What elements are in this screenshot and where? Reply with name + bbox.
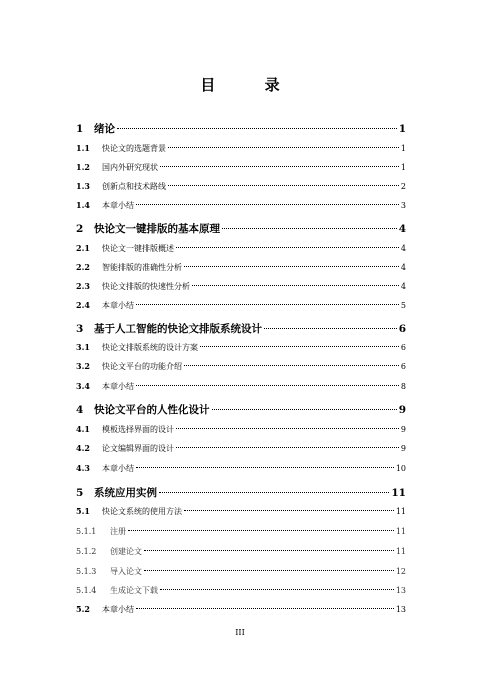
toc-entry: [76, 526, 406, 537]
toc-entry-title: 快论文平台的功能介绍: [102, 362, 182, 371]
toc-entry-title: 快论文排版的快速性分析: [102, 282, 190, 291]
toc-entry: [76, 443, 406, 454]
toc-entry-number: 2.4: [76, 300, 90, 310]
toc-entry-title: 本章小结: [102, 464, 134, 473]
toc-entry-number: 4.3: [76, 463, 90, 473]
toc-entry-title: 快论文排版系统的设计方案: [102, 343, 198, 352]
toc-entry-page: 5: [400, 301, 406, 310]
toc-entry-number: 1.4: [76, 200, 90, 210]
toc-entry: [76, 361, 406, 372]
toc-entry-title: 模板选择界面的设计: [102, 425, 174, 434]
toc-entry: [76, 381, 406, 392]
dot-leader: [117, 128, 397, 129]
toc-entry-number: 5.1: [76, 506, 90, 516]
dot-leader: [176, 447, 399, 448]
toc-entry-title: 快论文一键排版概述: [102, 244, 174, 253]
toc-entry: [76, 424, 406, 435]
dot-leader: [184, 365, 399, 366]
toc-entry-title: 创建论文: [110, 547, 142, 556]
toc-entry-title: 导入论文: [110, 567, 142, 576]
dot-leader: [159, 492, 389, 493]
dot-leader: [212, 409, 397, 410]
toc-entry-number: 2.3: [76, 281, 90, 291]
toc-entry: [76, 321, 406, 336]
dot-leader: [184, 266, 399, 267]
dot-leader: [168, 147, 399, 148]
dot-leader: [184, 510, 394, 511]
toc-entry: [76, 121, 406, 136]
toc-entry-title: 快论文平台的人性化设计: [94, 404, 210, 416]
toc-entry-number: 3.2: [76, 361, 90, 371]
toc-entry-title: 快论文一键排版的基本原理: [94, 223, 220, 235]
toc-entry-number: 5.1.4: [76, 586, 97, 595]
dot-leader: [136, 304, 399, 305]
toc-entry-page: 8: [400, 382, 406, 391]
dot-leader: [144, 550, 394, 551]
toc-entry-title: 智能排版的准确性分析: [102, 263, 182, 272]
toc-entry: [76, 221, 406, 236]
toc-entry-page: 10: [395, 464, 406, 473]
toc-entry: [76, 300, 406, 311]
toc-entry-number: 4.1: [76, 424, 90, 434]
toc-entry-page: 1: [398, 123, 406, 135]
toc-entry-number: 5.1.2: [76, 547, 97, 556]
toc-entry-page: 2: [400, 182, 406, 191]
toc-entry: [76, 546, 406, 557]
toc-entry-number: 5: [76, 487, 84, 499]
toc-entry: [76, 243, 406, 254]
toc-entry-number: 3: [76, 323, 84, 335]
toc-entry: [76, 342, 406, 353]
toc-entry-number: 3.1: [76, 342, 90, 352]
toc-entry-title: 本章小结: [102, 201, 134, 210]
dot-leader: [176, 247, 399, 248]
toc-entry-title: 论文编辑界面的设计: [102, 444, 174, 453]
toc-entry-number: 5.2: [76, 604, 90, 614]
page-title: 目 录: [200, 76, 302, 94]
toc-entry: [76, 200, 406, 211]
toc-entry-page: 6: [400, 343, 406, 352]
dot-leader: [192, 285, 399, 286]
toc-entry-title: 系统应用实例: [94, 487, 157, 499]
toc-entry-page: 11: [395, 507, 406, 516]
toc-entry-title: 绪论: [94, 123, 115, 135]
toc-entry-number: 2.1: [76, 243, 90, 253]
toc-entry-title: 快论文的选题背景: [102, 144, 166, 153]
toc-entry: [76, 463, 406, 474]
toc-entry: [76, 604, 406, 615]
toc-entry-number: 5.1.1: [76, 527, 97, 536]
toc-entry: [76, 402, 406, 417]
dot-leader: [136, 385, 399, 386]
toc-entry-number: 4.2: [76, 443, 90, 453]
toc-entry-page: 1: [400, 144, 406, 153]
toc-entry: [76, 281, 406, 292]
dot-leader: [264, 328, 397, 329]
toc-entry-number: 1.3: [76, 181, 90, 191]
toc-entry-number: 4: [76, 404, 84, 416]
toc-entry-title: 本章小结: [102, 382, 134, 391]
toc-entry-title: 基于人工智能的快论文排版系统设计: [94, 323, 262, 335]
toc-entry-number: 3.4: [76, 381, 90, 391]
dot-leader: [136, 467, 394, 468]
toc-entry: [76, 181, 406, 192]
toc-entry-title: 生成论文下载: [110, 586, 158, 595]
toc-entry-title: 创新点和技术路线: [102, 182, 166, 191]
toc-entry: [76, 485, 406, 500]
toc-entry-page: 9: [398, 404, 406, 416]
dot-leader: [160, 589, 394, 590]
toc-entry-title: 国内外研究现状: [102, 163, 158, 172]
toc-entry-number: 5.1.3: [76, 567, 97, 576]
toc-entry-page: 1: [400, 163, 406, 172]
toc-entry-page: 3: [400, 201, 406, 210]
toc-entry: [76, 566, 406, 577]
toc-entry-number: 1.2: [76, 162, 90, 172]
toc-entry-title: 快论文系统的使用方法: [102, 507, 182, 516]
dot-leader: [200, 346, 399, 347]
dot-leader: [176, 428, 399, 429]
dot-leader: [222, 228, 397, 229]
toc-entry: [76, 162, 406, 173]
toc-entry-page: 4: [400, 282, 406, 291]
toc-entry-number: 2.2: [76, 262, 90, 272]
toc-entry-page: 6: [398, 323, 406, 335]
toc-entry-page: 4: [400, 244, 406, 253]
toc-entry-title: 本章小结: [102, 605, 134, 614]
toc-entry-number: 2: [76, 223, 84, 235]
dot-leader: [136, 608, 394, 609]
toc-entry-page: 9: [400, 425, 406, 434]
dot-leader: [128, 530, 394, 531]
toc-entry-page: 6: [400, 362, 406, 371]
dot-leader: [168, 185, 399, 186]
toc-entry-number: 1: [76, 123, 84, 135]
toc-entry-title: 本章小结: [102, 301, 134, 310]
toc-entry-page: 9: [400, 444, 406, 453]
toc-entry-number: 1.1: [76, 143, 90, 153]
toc-entry-title: 注册: [110, 527, 126, 536]
dot-leader: [144, 570, 394, 571]
toc-entry-page: 11: [395, 527, 406, 536]
toc-entry: [76, 262, 406, 273]
dot-leader: [160, 166, 399, 167]
toc-entry: [76, 506, 406, 517]
toc-entry-page: 13: [395, 605, 406, 614]
toc-entry-page: 11: [391, 487, 406, 499]
page-number: III: [235, 628, 245, 637]
toc-entry-page: 4: [400, 263, 406, 272]
toc-entry-page: 4: [398, 223, 406, 235]
toc-entry-page: 12: [395, 567, 406, 576]
toc-entry-page: 11: [395, 547, 406, 556]
dot-leader: [136, 204, 399, 205]
toc-entry: [76, 585, 406, 596]
toc-entry-page: 13: [395, 586, 406, 595]
toc-entry: [76, 143, 406, 154]
